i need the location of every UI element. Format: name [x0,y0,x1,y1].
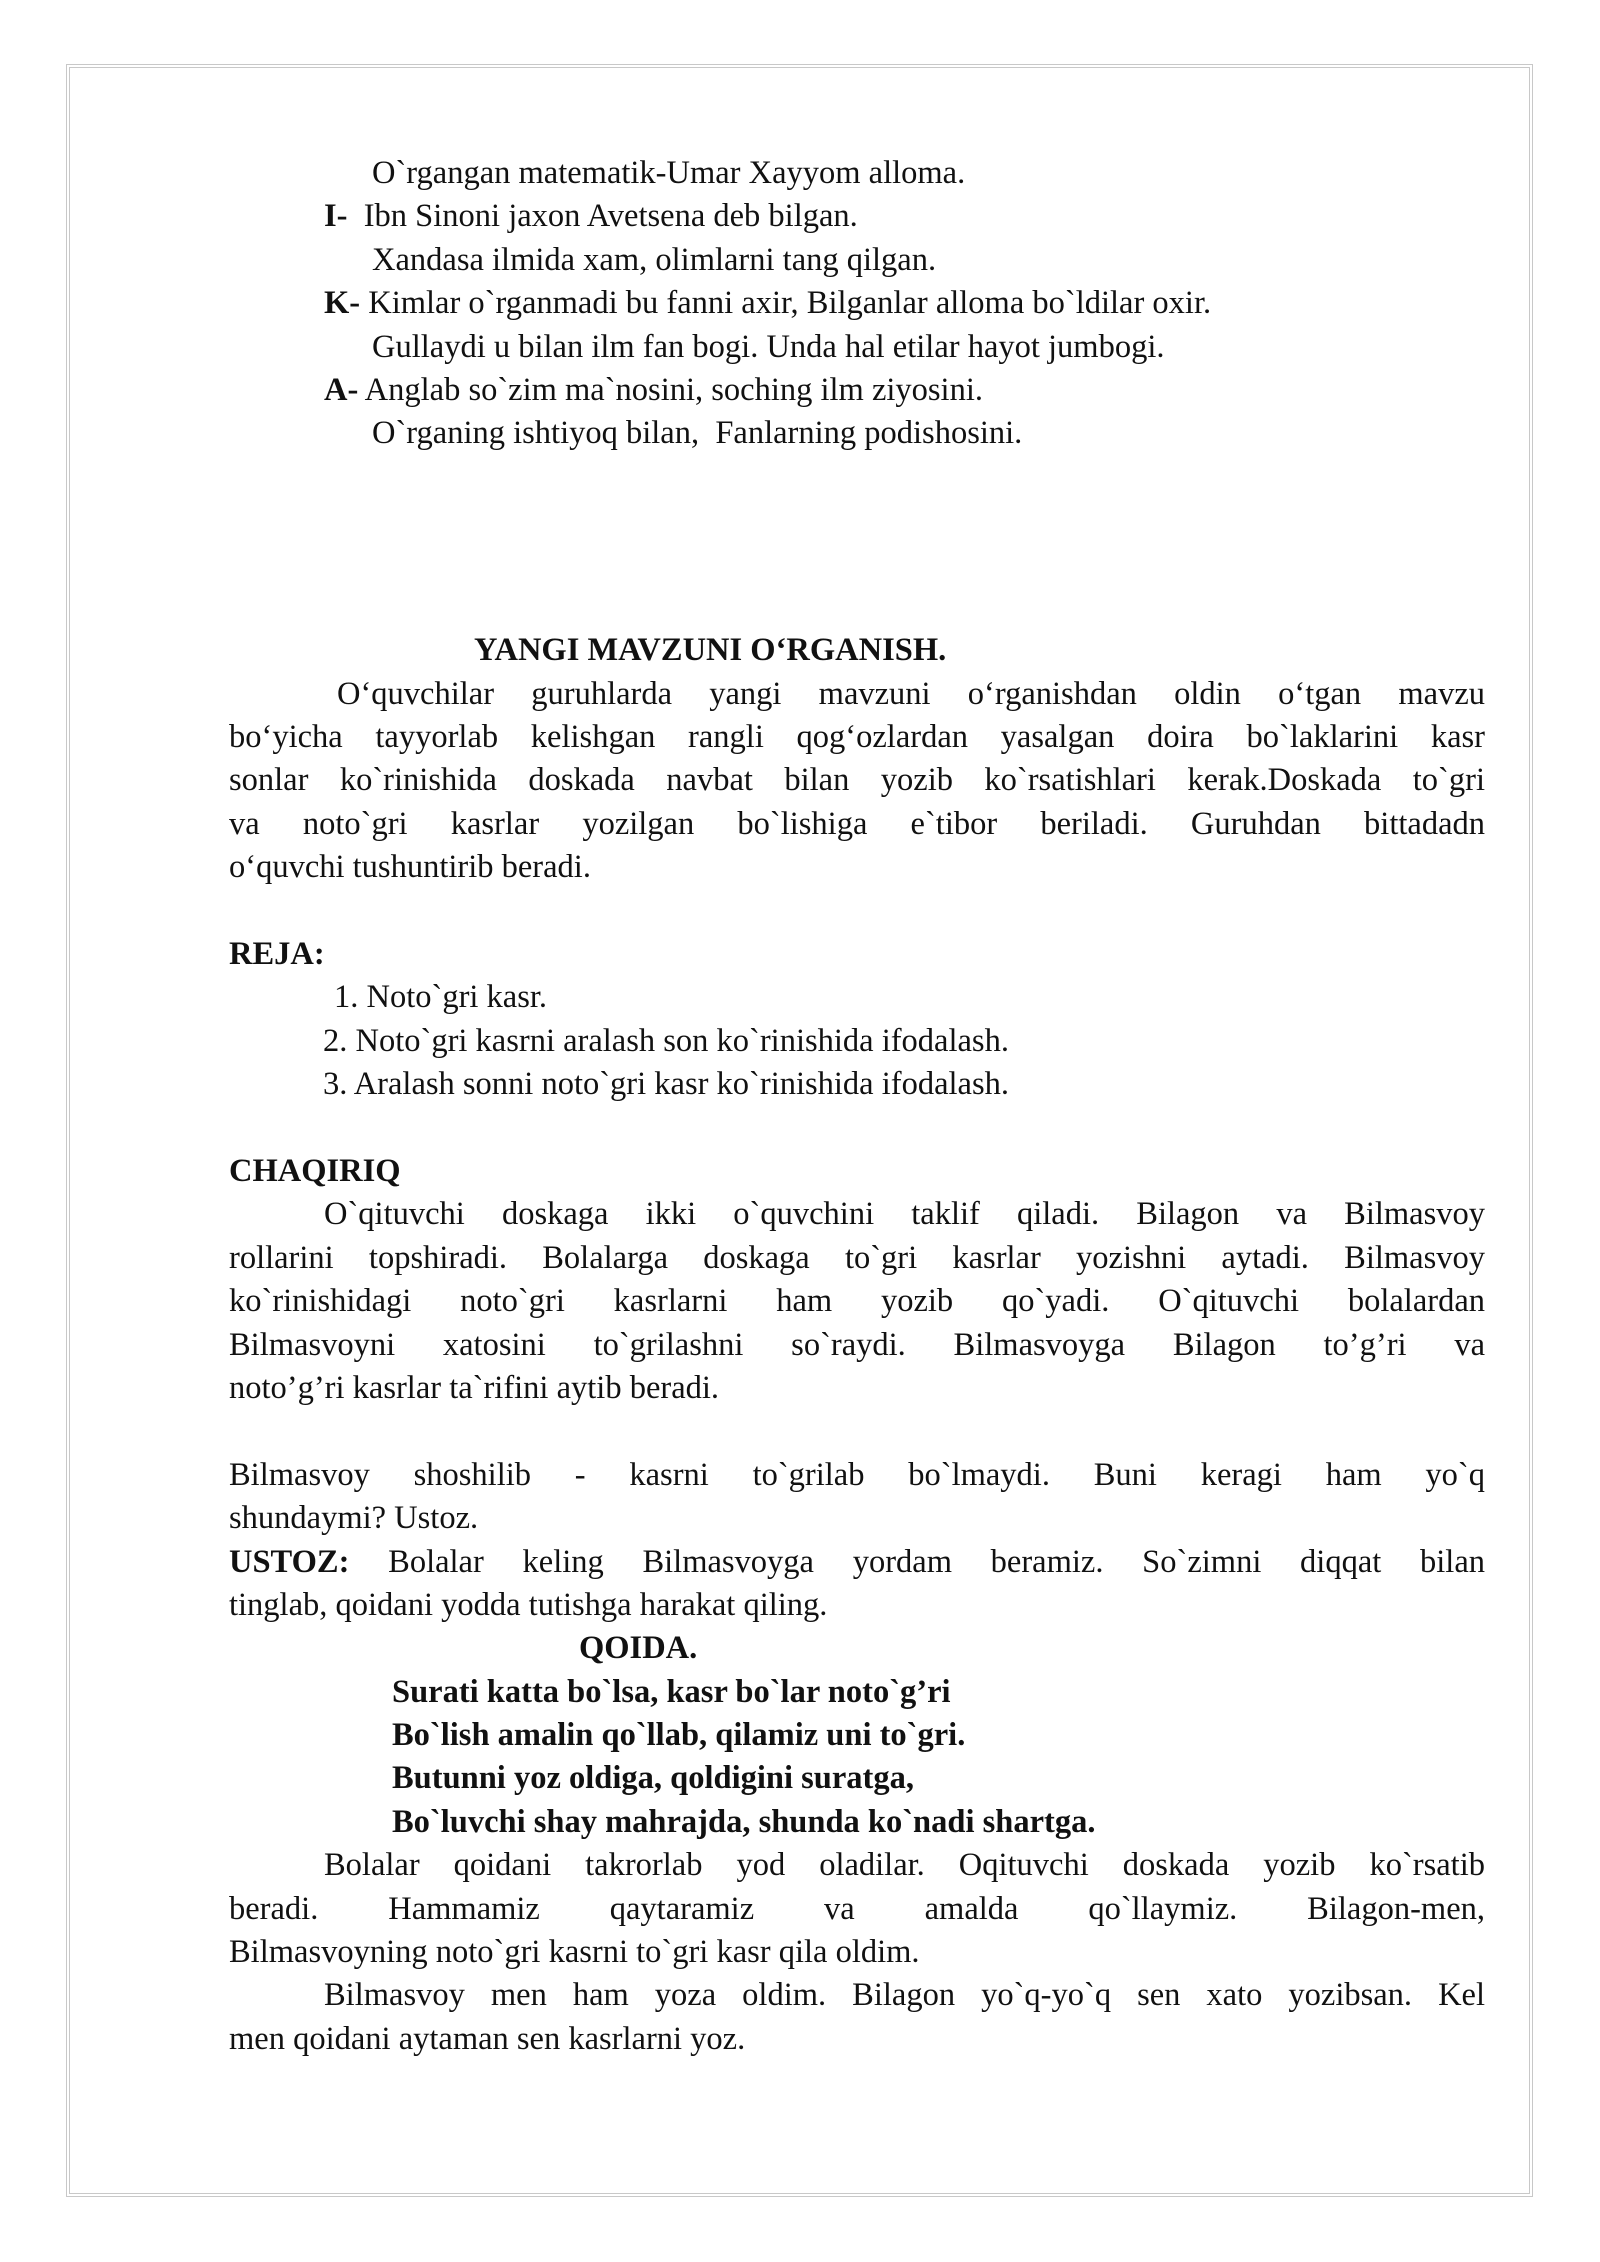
paragraph-line [229,1541,1485,1584]
poem-mark: K- [324,285,361,322]
paragraph-line: Bolalar qoidani takrorlab yod oladilar. Oqituvchi doskada yozib ko`rsatib [324,1847,1485,1884]
paragraph-line: Bilmasvoy shoshilib - kasrni to`grilab bo`lmaydi. Buni keragi ham yo`q [229,1456,1485,1493]
paragraph-line: sonlar ko`rinishida doskada navbat bilan yozib ko`rsatishlari kerak.Doskada to`gri [229,762,1485,799]
poem-mark: I- [324,198,348,235]
poem-line [229,282,1485,325]
paragraph-line: o‘quvchi tushuntirib beradi. [229,849,591,886]
poem-text: Kimlar o`rganmadi bu fanni axir, Bilganlar alloma bo`ldilar oxir. [368,285,1212,322]
poem-line: O`rgangan matematik-Umar Xayyom alloma. [372,155,966,191]
plan-item: 3. Aralash sonni noto`gri kasr ko`rinishida ifodalash. [323,1066,1009,1103]
poem-text: Ibn Sinoni jaxon Avetsena deb bilgan. [363,198,858,235]
poem-mark: A- [324,371,359,408]
plan-heading: REJA: [229,936,325,973]
poem-text: Anglab so`zim ma`nosini, soching ilm ziyosini. [364,371,983,408]
paragraph-line: ko`rinishidagi noto`gri kasrlarni ham yozib qo`yadi. O`qituvchi bolalardan [229,1283,1485,1320]
section-title: YANGI MAVZUNI O‘RGANISH. [474,632,947,669]
rule-line: Surati katta bo`lsa, kasr bo`lar noto`g’ri [392,1673,951,1710]
paragraph-line: va noto`gri kasrlar yozilgan bo`lishiga e`tibor beriladi. Guruhdan bittadadn [229,805,1485,842]
paragraph-line: Bilmasvoyning noto`gri kasrni to`gri kasr qila oldim. [229,1934,920,1971]
teacher-text: Bolalar keling Bilmasvoyga yordam beramiz. So`zimni diqqat bilan [388,1543,1485,1580]
rule-line: Bo`luvchi shay mahrajda, shunda ko`nadi shartga. [392,1803,1096,1840]
paragraph-line: beradi. Hammamiz qaytaramiz va amalda qo`llaymiz. Bilagon-men, [229,1890,1485,1927]
poem-line: Xandasa ilmida xam, olimlarni tang qilgan. [372,241,937,278]
poem-line [229,195,1485,238]
challenge-heading: CHAQIRIQ [229,1152,401,1189]
paragraph-line: O`qituvchi doskaga ikki o`quvchini taklif qiladi. Bilagon va Bilmasvoy [324,1196,1485,1233]
paragraph-line: men qoidani aytaman sen kasrlarni yoz. [229,2020,746,2057]
document-body [229,152,1485,2061]
poem-line [229,369,1485,412]
rule-title: QOIDA. [579,1630,698,1667]
teacher-label: USTOZ: [229,1543,350,1580]
paragraph-line: O‘quvchilar guruhlarda yangi mavzuni o‘rganishdan oldin o‘tgan mavzu [337,675,1485,712]
poem-line: O`rganing ishtiyoq bilan, Fanlarning podishosini. [372,415,1023,452]
paragraph-line: tinglab, qoidani yodda tutishga harakat qiling. [229,1586,828,1623]
plan-item: 1. Noto`gri kasr. [334,979,548,1016]
rule-line: Butunni yoz oldiga, qoldigini suratga, [392,1760,914,1797]
rule-line: Bo`lish amalin qo`llab, qilamiz uni to`gri. [392,1717,966,1754]
paragraph-line: bo‘yicha tayyorlab kelishgan rangli qog‘ozlardan yasalgan doira bo`laklarini kasr [229,719,1485,756]
paragraph-line: noto’g’ri kasrlar ta`rifini aytib beradi. [229,1369,720,1406]
plan-item: 2. Noto`gri kasrni aralash son ko`rinishida ifodalash. [323,1022,1009,1059]
paragraph-line: Bilmasvoyni xatosini to`grilashni so`raydi. Bilmasvoyga Bilagon to’g’ri va [229,1326,1485,1363]
paragraph-line: shundaymi? Ustoz. [229,1500,479,1537]
paragraph-line: rollarini topshiradi. Bolalarga doskaga to`gri kasrlar yozishni aytadi. Bilmasvoy [229,1239,1485,1276]
paragraph-line: Bilmasvoy men ham yoza oldim. Bilagon yo`q-yo`q sen xato yozibsan. Kel [324,1977,1485,2014]
poem-line: Gullaydi u bilan ilm fan bogi. Unda hal etilar hayot jumbogi. [372,328,1165,365]
